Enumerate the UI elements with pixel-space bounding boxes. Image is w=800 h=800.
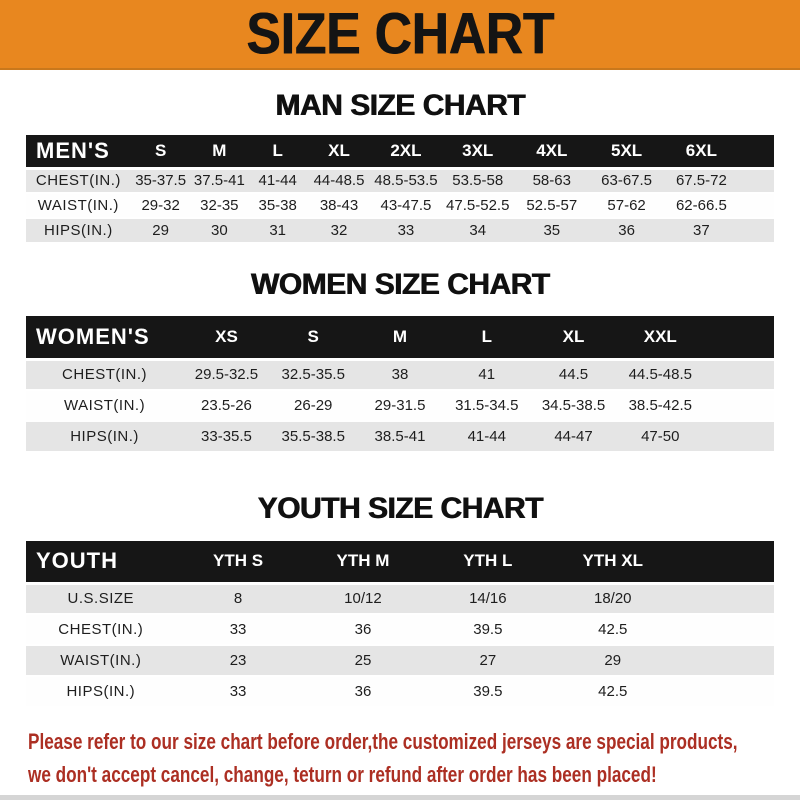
measurement-row [26,390,774,421]
size-value: 30 [211,222,228,239]
size-value: 23.5-26 [201,397,252,414]
measurement-row [26,218,774,243]
size-column-header: XL [307,135,371,168]
row-label: CHEST(IN.) [62,366,148,384]
size-column-header: 6XL [664,135,739,168]
size-value: 8 [233,590,243,608]
size-value: 34.5-38.5 [541,397,606,414]
size-column-header: S [131,135,191,168]
measurement-row [26,193,774,218]
size-value: 52.5-57 [526,197,578,214]
men-section [0,89,800,244]
filler-cell [704,390,774,421]
measurement-row [26,421,774,452]
size-column-header: YTH S [176,541,301,583]
filler-cell [704,359,774,390]
size-value: 32 [330,222,348,239]
measurement-row [26,583,774,614]
size-value: 62-66.5 [675,197,727,214]
size-value: 38.5-41 [374,428,426,445]
size-value: 14/16 [469,590,507,608]
size-value: 36 [354,683,372,700]
filler-cell [675,541,774,583]
measurement-row [26,645,774,676]
size-value: 35 [543,222,561,239]
youth-section-title: YOUTH SIZE CHART [257,492,543,525]
size-value: 31.5-34.5 [455,397,519,414]
filler-cell [739,135,774,168]
men-header-label: MEN'S [26,135,131,168]
women-header-row [26,316,774,359]
size-value: 42.5 [598,683,628,700]
size-column-header: 4XL [514,135,589,168]
size-value: 29-32 [141,197,180,214]
size-value: 35-37.5 [135,172,187,190]
size-column-header: YTH M [301,541,426,583]
youth-size-table [26,541,774,708]
size-column-header: S [270,316,357,359]
size-value: 26-29 [294,397,333,414]
size-value: 41-44 [258,172,297,190]
filler-cell [675,676,774,707]
size-column-header: XXL [617,316,704,359]
size-column-header: M [357,316,444,359]
row-label: HIPS(IN.) [44,222,113,239]
women-size-table [26,316,774,453]
size-value: 44.5-48.5 [628,366,692,384]
size-value: 33 [397,222,415,239]
filler-cell [704,316,774,359]
size-value: 36 [354,621,372,638]
filler-cell [704,421,774,452]
size-value: 44-48.5 [313,172,365,190]
size-column-header: 5XL [589,135,664,168]
size-column-header: XL [530,316,617,359]
men-section-title: MAN SIZE CHART [275,89,525,122]
size-column-header: 2XL [371,135,441,168]
size-value: 38.5-42.5 [628,397,692,414]
size-value: 38 [391,366,409,384]
filler-cell [739,193,774,218]
size-value: 47-50 [641,428,680,445]
measurement-row [26,676,774,707]
women-header-label: WOMEN'S [26,316,183,359]
size-value: 34 [469,222,487,239]
row-label: U.S.SIZE [67,590,135,608]
size-value: 39.5 [473,621,503,638]
bottom-border-strip [0,795,800,800]
size-column-header: XS [183,316,270,359]
youth-header-row [26,541,774,583]
size-column-header: L [248,135,307,168]
row-label: WAIST(IN.) [63,397,146,414]
size-value: 44-47 [554,428,593,445]
row-label: WAIST(IN.) [60,652,142,669]
size-value: 33 [229,683,247,700]
row-label: HIPS(IN.) [66,683,136,700]
order-note [28,725,800,791]
size-value: 25 [354,652,372,669]
filler-cell [675,645,774,676]
size-value: 63-67.5 [601,172,653,190]
size-column-header: 3XL [441,135,514,168]
size-value: 23 [229,652,247,669]
size-value: 31 [269,222,287,239]
size-value: 58-63 [532,172,571,190]
filler-cell [739,168,774,193]
size-value: 35.5-38.5 [281,428,345,445]
filler-cell [675,614,774,645]
size-value: 36 [618,222,635,239]
size-value: 32.5-35.5 [281,366,345,384]
size-value: 29.5-32.5 [194,366,259,384]
order-note-line-2: we don't accept cancel, change, teturn or refund after order has been placed! [28,762,657,787]
size-value: 53.5-58 [452,172,504,190]
women-section [0,268,800,453]
size-column-header: YTH XL [550,541,675,583]
order-note-line-1: Please refer to our size chart before order,the customized jerseys are special products, [28,729,738,754]
size-value: 44.5 [558,366,589,384]
size-value: 10/12 [344,590,382,608]
youth-section [0,492,800,708]
size-value: 29-31.5 [374,397,426,414]
size-value: 33-35.5 [201,428,252,445]
measurement-row [26,614,774,645]
measurement-row [26,359,774,390]
size-value: 41 [478,366,496,384]
size-value: 32-35 [200,197,239,214]
size-value: 37 [693,222,710,239]
filler-cell [675,583,774,614]
row-label: WAIST(IN.) [37,197,119,214]
women-section-title: WOMEN SIZE CHART [250,268,550,301]
size-value: 27 [479,652,497,669]
size-chart-banner [0,0,800,70]
size-value: 57-62 [607,197,646,214]
size-value: 18/20 [593,590,632,608]
size-value: 38-43 [319,197,359,214]
size-column-header: YTH L [425,541,550,583]
men-size-table [26,135,774,244]
size-value: 35-38 [258,197,297,214]
row-label: HIPS(IN.) [70,428,139,445]
size-value: 33 [229,621,247,638]
size-value: 42.5 [598,621,628,638]
size-column-header: L [443,316,530,359]
filler-cell [739,218,774,243]
size-value: 37.5-41 [193,172,245,190]
size-value: 29 [604,652,622,669]
size-value: 41-44 [467,428,506,445]
row-label: CHEST(IN.) [35,172,121,190]
size-value: 48.5-53.5 [374,172,438,190]
measurement-row [26,168,774,193]
size-column-header: M [191,135,249,168]
size-value: 47.5-52.5 [446,197,510,214]
banner-title: SIZE CHART [246,1,554,67]
men-header-row [26,135,774,168]
size-value: 39.5 [473,683,503,700]
size-value: 43-47.5 [380,197,432,214]
size-value: 67.5-72 [675,172,727,190]
row-label: CHEST(IN.) [58,621,144,638]
size-value: 29 [152,222,169,239]
youth-header-label: YOUTH [26,541,176,583]
